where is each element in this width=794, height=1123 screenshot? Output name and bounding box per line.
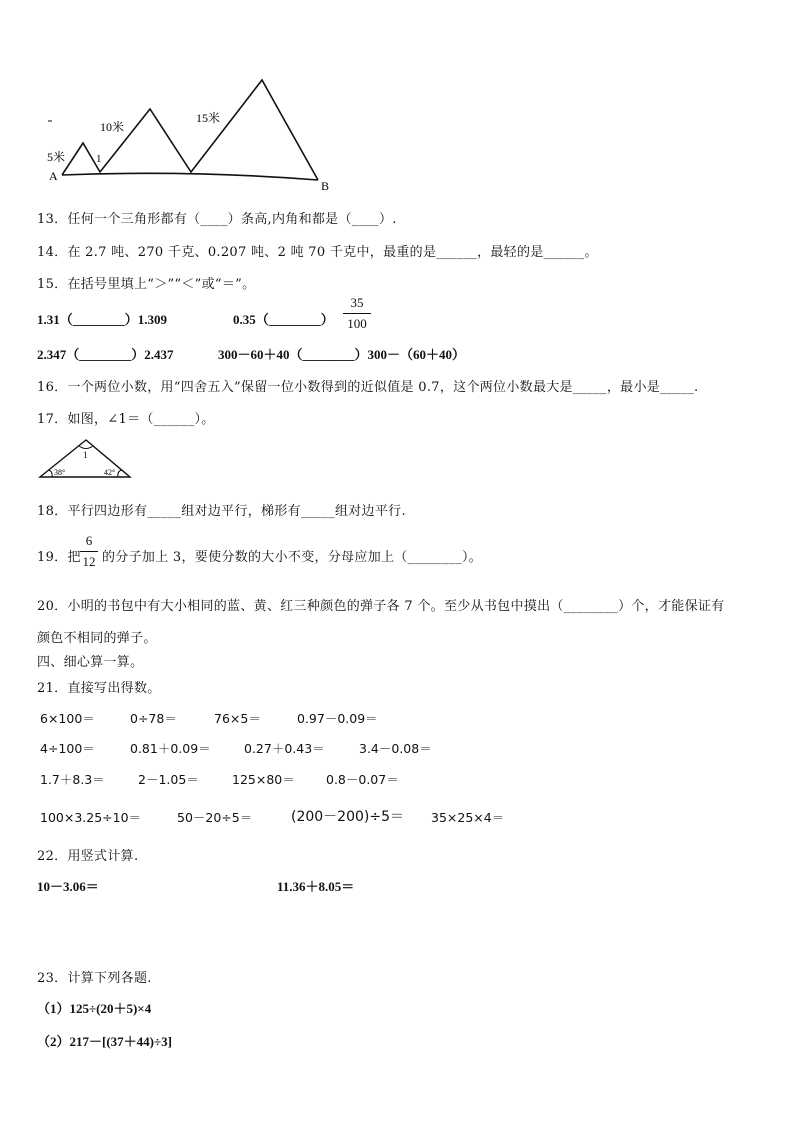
q15-compare-d: 300－60＋40（________）300－（60＋40） xyxy=(218,347,466,362)
mountains-figure xyxy=(40,72,340,194)
question-22: 22．用竖式计算. xyxy=(37,849,139,864)
question-17: 17．如图，∠1＝（______）。 xyxy=(37,412,215,427)
question-20-line1: 20．小明的书包中有大小相同的蓝、黄、红三种颜色的弹子各 7 个。至少从书包中摸出（________）个，才能保证有 xyxy=(37,599,725,614)
question-13: 13．任何一个三角形都有（____）条高,内角和都是（____）. xyxy=(37,212,397,227)
question-18: 18．平行四边形有_____组对边平行，梯形有_____组对边平行. xyxy=(37,504,406,519)
label-b: B xyxy=(321,179,330,193)
q15-compare-a: 1.31（________）1.309 xyxy=(37,312,168,327)
q21-r1-c1: 6×100＝ xyxy=(40,711,95,726)
question-23: 23．计算下列各题. xyxy=(37,971,152,986)
q15-compare-b: 0.35（________） xyxy=(233,312,334,327)
label-10m: 10米 xyxy=(100,120,125,134)
section-4-heading: 四、细心算一算。 xyxy=(37,655,144,670)
q19-fraction-numerator: 6 xyxy=(85,533,93,548)
q21-r4-c1: 100×3.25÷10＝ xyxy=(40,810,142,825)
q21-r1-c4: 0.97－0.09＝ xyxy=(297,711,378,726)
label-angle-1: 1 xyxy=(96,153,102,165)
q21-r2-c3: 0.27＋0.43＝ xyxy=(244,741,325,756)
q15-fraction-denominator: 100 xyxy=(347,316,367,331)
q22-item-1: 10－3.06＝ xyxy=(37,879,99,894)
q21-r4-c4: 35×25×4＝ xyxy=(431,810,505,825)
q22-item-2: 11.36＋8.05＝ xyxy=(277,879,355,894)
question-15: 15．在括号里填上“＞”“＜”或“＝”。 xyxy=(37,277,256,292)
triangle-angle-right: 42° xyxy=(104,468,116,477)
q21-r1-c3: 76×5＝ xyxy=(214,711,261,726)
q15-fraction-numerator: 35 xyxy=(350,295,364,310)
q21-r3-c2: 2－1.05＝ xyxy=(138,772,199,787)
q21-r3-c4: 0.8－0.07＝ xyxy=(326,772,399,787)
label-5m: 5米 xyxy=(47,150,66,164)
q15-compare-c: 2.347（________）2.437 xyxy=(37,347,174,362)
q21-r2-c2: 0.81＋0.09＝ xyxy=(130,741,211,756)
question-16: 16．一个两位小数，用“四舍五入”保留一位小数得到的近似值是 0.7，这个两位小数最大是_____，最小是_____. xyxy=(37,380,699,395)
triangle-angle-left: 38° xyxy=(54,468,66,477)
question-21: 21．直接写出得数。 xyxy=(37,681,161,696)
q23-item-2: （2）217－[(37＋44)÷3] xyxy=(37,1034,172,1049)
q19-fraction xyxy=(80,533,98,570)
mountains-baseline xyxy=(62,173,318,180)
q21-r3-c1: 1.7＋8.3＝ xyxy=(40,772,105,787)
q15-fraction xyxy=(343,295,371,332)
question-19-suffix: 的分子加上 3，要使分数的大小不变，分母应加上（________）。 xyxy=(102,550,483,565)
triangle-label-1: 1 xyxy=(83,450,88,460)
triangle-figure xyxy=(38,437,134,479)
q21-r4-c3: (200－200)÷5＝ xyxy=(291,809,405,825)
q21-r1-c2: 0÷78＝ xyxy=(130,711,177,726)
question-14: 14．在 2.7 吨、270 千克、0.207 吨、2 吨 70 千克中，最重的是______，最轻的是______。 xyxy=(37,245,598,260)
question-20-line2: 颜色不相同的弹子。 xyxy=(37,631,157,646)
label-15m: 15米 xyxy=(196,111,221,125)
q21-r3-c3: 125×80＝ xyxy=(232,772,295,787)
q19-fraction-denominator: 12 xyxy=(82,554,96,569)
label-a: A xyxy=(49,169,58,183)
q21-r2-c4: 3.4－0.08＝ xyxy=(359,741,432,756)
q23-item-1: （1）125÷(20＋5)×4 xyxy=(37,1001,152,1016)
q21-r2-c1: 4÷100＝ xyxy=(40,741,95,756)
question-19-prefix: 19．把 xyxy=(37,550,81,565)
q21-r4-c2: 50－20÷5＝ xyxy=(177,810,253,825)
